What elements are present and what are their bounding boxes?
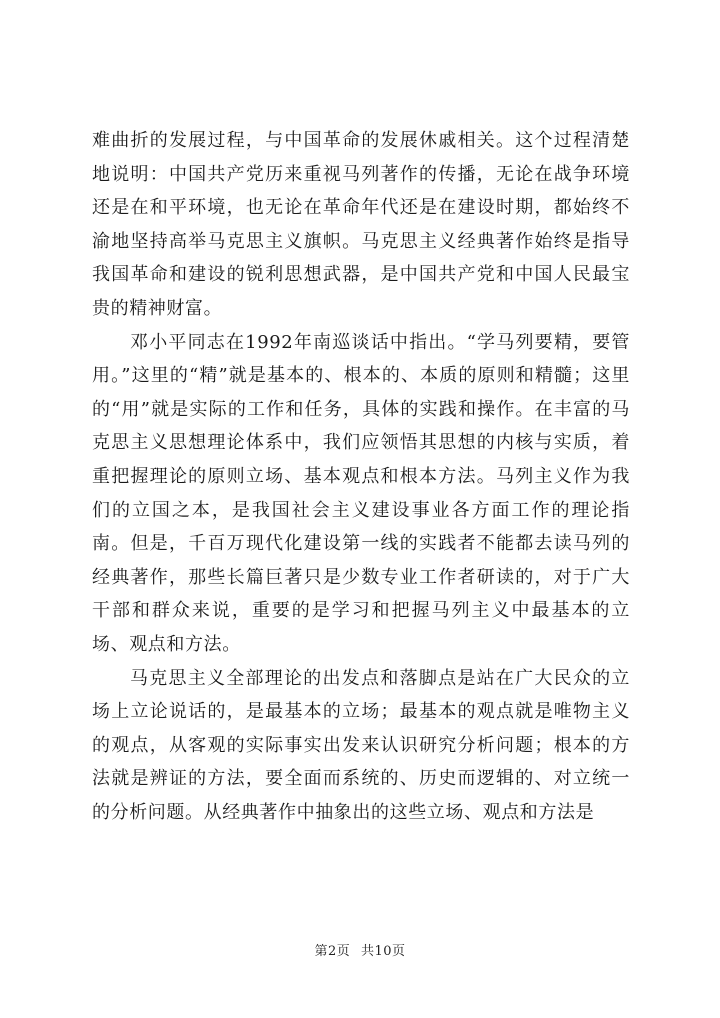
page-number: 第2页 — [314, 944, 351, 959]
paragraph-continuation: 难曲折的发展过程，与中国革命的发展休戚相关。这个过程清楚地说明：中国共产党历来重视马列著作的传播，无论在战争环境还是在和平环境，也无论在革命年代还是在建设时期，都始终不渝地坚持高举马克思主义旗帜。马克思主义经典著作始终是指导我国革命和建设的锐利思想武器，是中国共产党和中国人民最宝贵的精神财富。 — [92, 130, 630, 319]
page-total: 共10页 — [360, 944, 406, 959]
paragraph-marxism-theory: 马克思主义全部理论的出发点和落脚点是站在广大民众的立场上立论说话的，是最基本的立场；最基本的观点就是唯物主义的观点，从客观的实际事实出发来认识研究分析问题；根本的方法就是辨证的方法，要全面而系统的、历史而逻辑的、对立统一的分析问题。从经典著作中抽象出的这些立场、观点和方法是 — [92, 667, 630, 823]
page-footer — [0, 940, 720, 959]
body-text — [92, 124, 630, 829]
paragraph-deng-xiaoping: 邓小平同志在1992年南巡谈话中指出。“学马列要精，要管用。”这里的“精”就是基本的、根本的、本质的原则和精髓；这里的“用”就是实际的工作和任务，具体的实践和操作。在丰富的马克思主义思想理论体系中，我们应领悟其思想的内核与实质，着重把握理论的原则立场、基本观点和根本方法。马列主义作为我们的立国之本，是我国社会主义建设事业各方面工作的理论指南。但是，千百万现代化建设第一线的实践者不能都去读马列的经典著作，那些长篇巨著只是少数专业工作者研读的，对于广大干部和群众来说，重要的是学习和把握马列主义中最基本的立场、观点和方法。 — [92, 331, 630, 655]
